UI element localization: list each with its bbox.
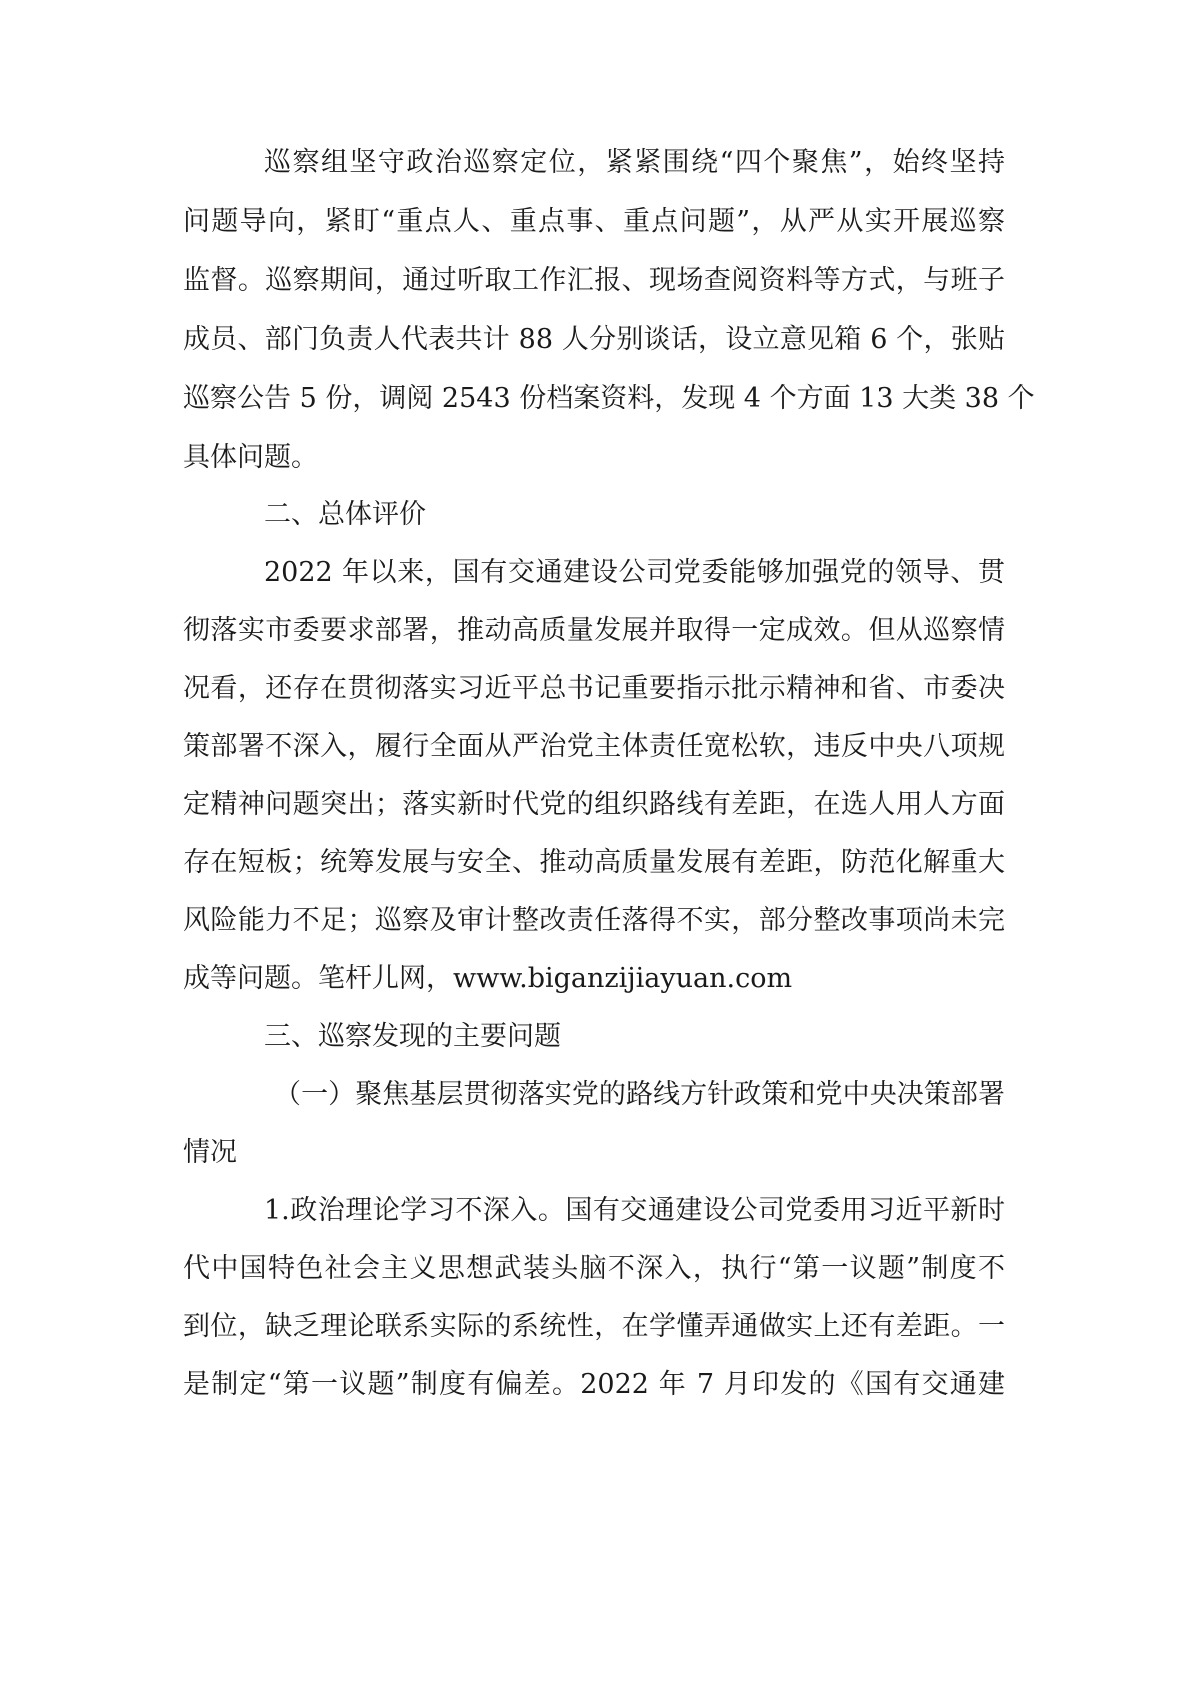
text-line: 存在短板；统筹发展与安全、推动高质量发展有差距，防范化解重大 [183, 847, 1005, 878]
text-line: 风险能力不足；巡察及审计整改责任落得不实，部分整改事项尚未完 [183, 905, 1005, 936]
text-line: 彻落实市委要求部署，推动高质量发展并取得一定成效。但从巡察情 [183, 615, 1005, 646]
section-heading: 二、总体评价 [264, 499, 426, 530]
section-heading: 三、巡察发现的主要问题 [264, 1021, 561, 1052]
text-line: 是制定“第一议题”制度有偏差。2022 年 7 月印发的《国有交通建 [183, 1369, 1005, 1400]
text-line: 况看，还存在贯彻落实习近平总书记重要指示批示精神和省、市委决 [183, 673, 1005, 704]
text-line: 巡察公告 5 份，调阅 2543 份档案资料，发现 4 个方面 13 大类 38 个 [183, 383, 1035, 414]
text-line: 具体问题。 [183, 442, 318, 473]
text-line: 成等问题。笔杆儿网，www.biganzijiayuan.com [183, 963, 793, 994]
text-line: 巡察组坚守政治巡察定位，紧紧围绕“四个聚焦”，始终坚持 [264, 147, 1005, 178]
text-line: 定精神问题突出；落实新时代党的组织路线有差距，在选人用人方面 [183, 789, 1005, 820]
text-line: 成员、部门负责人代表共计 88 人分别谈话，设立意见箱 6 个，张贴 [183, 324, 1005, 355]
text-line: 代中国特色社会主义思想武装头脑不深入，执行“第一议题”制度不 [183, 1253, 1005, 1284]
subsection-heading: （一）聚焦基层贯彻落实党的路线方针政策和党中央决策部署 [274, 1079, 1005, 1110]
text-line: 监督。巡察期间，通过听取工作汇报、现场查阅资料等方式，与班子 [183, 265, 1005, 296]
subsection-heading: 情况 [183, 1137, 237, 1168]
text-line: 到位，缺乏理论联系实际的系统性，在学懂弄通做实上还有差距。一 [183, 1311, 1005, 1342]
text-line: 1.政治理论学习不深入。国有交通建设公司党委用习近平新时 [264, 1195, 1005, 1226]
text-line: 问题导向，紧盯“重点人、重点事、重点问题”，从严从实开展巡察 [183, 206, 1005, 237]
text-line: 策部署不深入，履行全面从严治党主体责任宽松软，违反中央八项规 [183, 731, 1005, 762]
text-line: 2022 年以来，国有交通建设公司党委能够加强党的领导、贯 [264, 557, 1005, 588]
